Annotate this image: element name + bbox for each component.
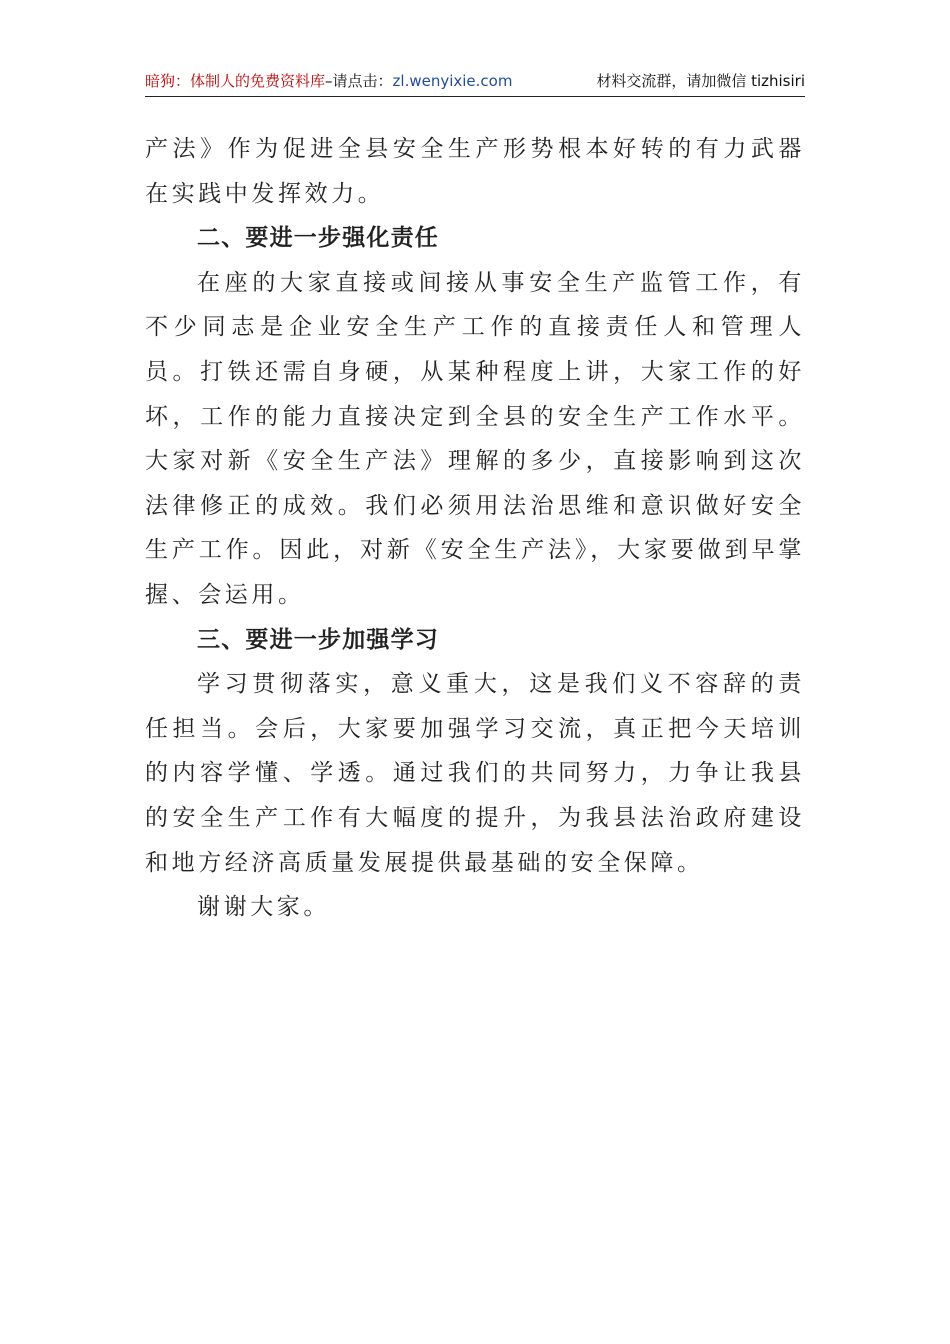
page-header	[145, 70, 805, 97]
header-group-text: 材料交流群，请加微信 tizhisiri	[596, 72, 805, 90]
header-brand: 暗狗：体制人的免费资料库	[145, 72, 326, 90]
paragraph-3: 学习贯彻落实，意义重大，这是我们义不容辞的责任担当。会后，大家要加强学习交流，真正把今天培训的内容学懂、学透。通过我们的共同努力，力争让我县的安全生产工作有大幅度的提升，为我县法治政府建设和地方经济高质量发展提供最基础的安全保障。	[145, 671, 805, 876]
section-heading-3: 三、要进一步加强学习	[197, 626, 439, 653]
closing-line: 谢谢大家。	[197, 894, 330, 921]
header-click-prefix: –请点击：	[325, 72, 393, 90]
document-body	[145, 127, 805, 930]
paragraph-continued: 产法》作为促进全县安全生产形势根本好转的有力武器在实践中发挥效力。	[145, 136, 805, 207]
section-heading-2: 二、要进一步强化责任	[197, 225, 439, 252]
header-link[interactable]: zl.wenyixie.com	[392, 72, 513, 90]
paragraph-2: 在座的大家直接或间接从事安全生产监管工作，有不少同志是企业安全生产工作的直接责任人和管理人员。打铁还需自身硬，从某种程度上讲，大家工作的好坏，工作的能力直接决定到全县的安全生产工作水平。大家对新《安全生产法》理解的多少，直接影响到这次法律修正的成效。我们必须用法治思维和意识做好安全生产工作。因此，对新《安全生产法》，大家要做到早掌握、会运用。	[145, 269, 805, 608]
